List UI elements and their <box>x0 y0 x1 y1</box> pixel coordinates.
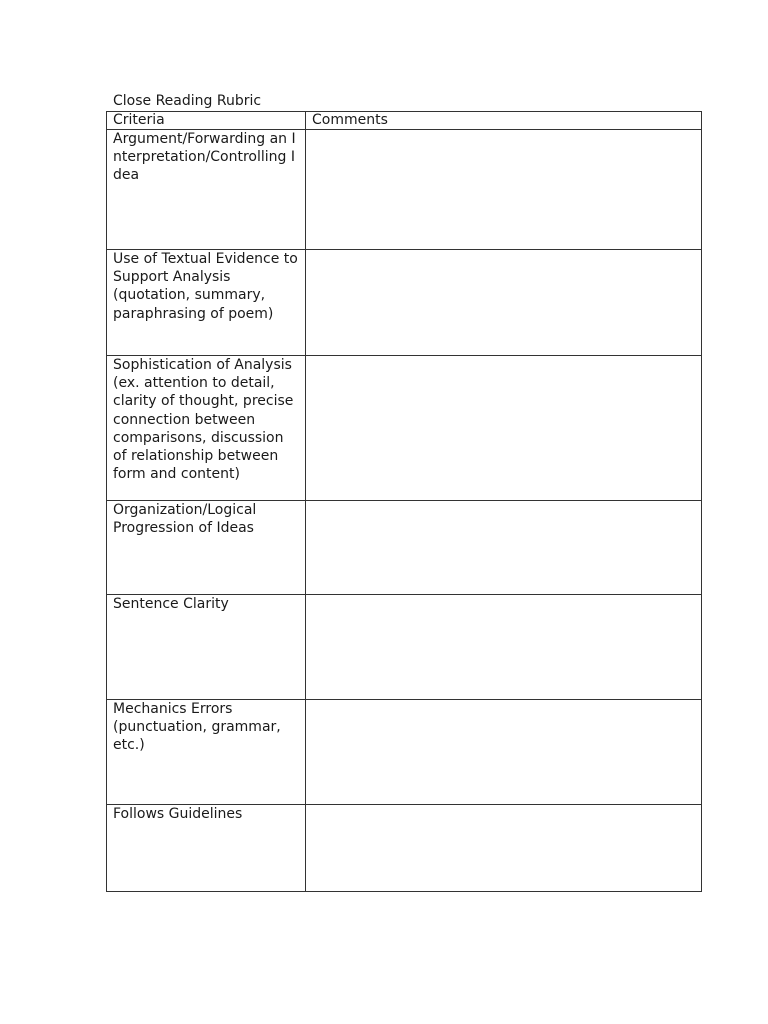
document-title: Close Reading Rubric <box>113 93 262 109</box>
comments-cell[interactable] <box>306 130 702 250</box>
comments-cell[interactable] <box>306 501 702 595</box>
table-row <box>107 501 702 595</box>
criteria-header: Criteria <box>107 112 306 130</box>
rubric-table <box>106 111 702 892</box>
criteria-cell: Organization/Logical Progression of Ideas <box>107 501 306 595</box>
criteria-cell: Mechanics Errors (punctuation, grammar, etc.) <box>107 700 306 805</box>
criteria-cell: Sophistication of Analysis (ex. attention to detail, clarity of thought, precise connection between comparisons, discussion of relationship between form and content) <box>107 356 306 501</box>
table-row <box>107 130 702 250</box>
table-row <box>107 805 702 892</box>
criteria-cell: Argument/Forwarding an Interpretation/Controlling Idea <box>107 130 306 250</box>
criteria-cell: Sentence Clarity <box>107 595 306 700</box>
table-row <box>107 356 702 501</box>
comments-cell[interactable] <box>306 700 702 805</box>
table-row <box>107 595 702 700</box>
comments-cell[interactable] <box>306 805 702 892</box>
criteria-cell: Use of Textual Evidence to Support Analysis (quotation, summary, paraphrasing of poem) <box>107 250 306 356</box>
comments-header: Comments <box>306 112 702 130</box>
table-row <box>107 700 702 805</box>
table-header-row <box>107 112 702 130</box>
table-row <box>107 250 702 356</box>
comments-cell[interactable] <box>306 356 702 501</box>
comments-cell[interactable] <box>306 595 702 700</box>
comments-cell[interactable] <box>306 250 702 356</box>
criteria-cell: Follows Guidelines <box>107 805 306 892</box>
